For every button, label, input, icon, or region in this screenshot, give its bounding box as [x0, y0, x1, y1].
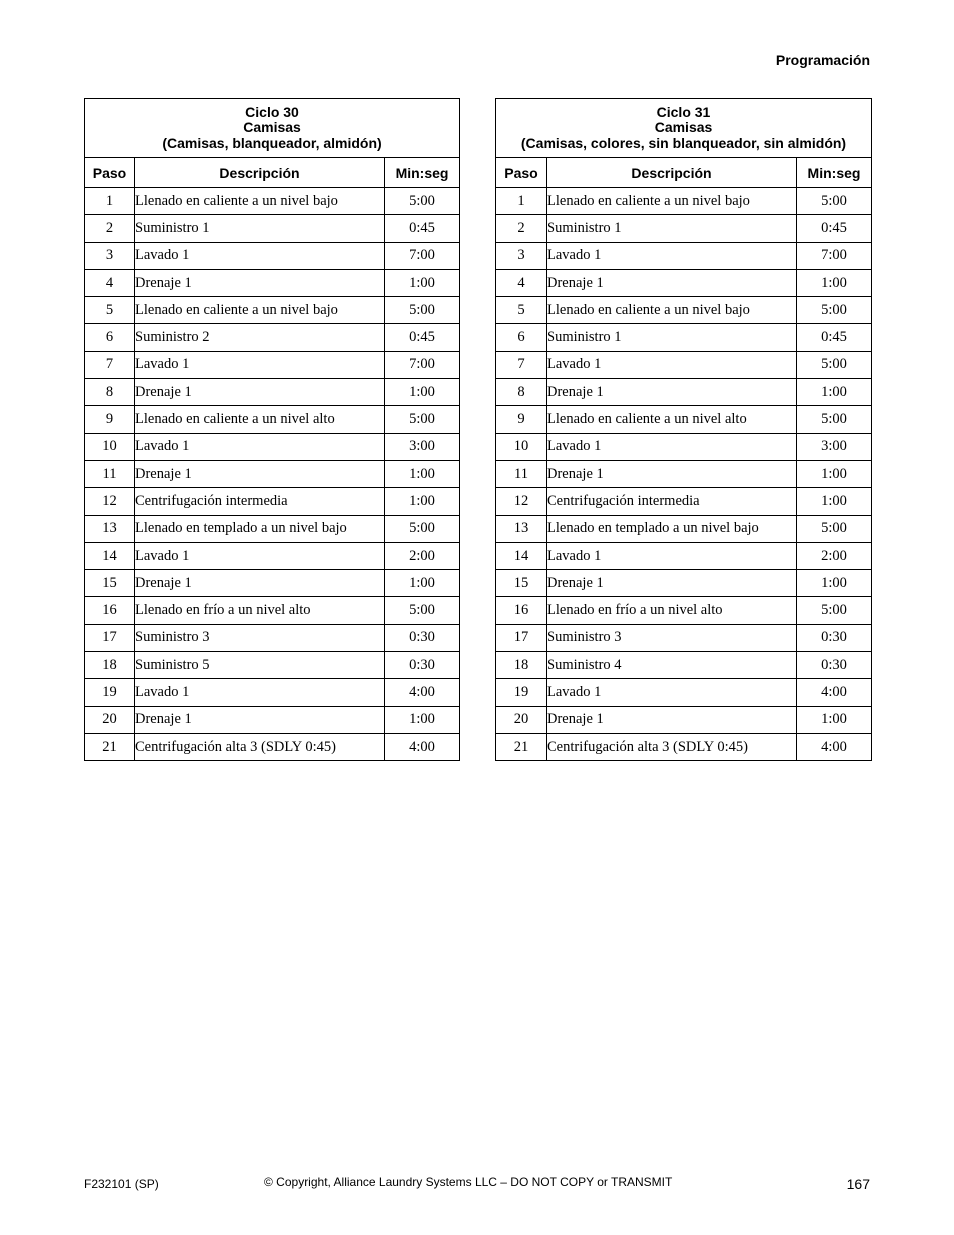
table-row	[85, 188, 460, 215]
description-cell: Centrifugación intermedia	[135, 488, 385, 515]
time-cell: 0:45	[385, 324, 460, 351]
table-row	[85, 652, 460, 679]
column-header-time: Min:seg	[797, 158, 872, 188]
time-cell: 5:00	[385, 515, 460, 542]
step-cell: 21	[85, 733, 135, 760]
table-body	[85, 188, 460, 761]
description-cell: Suministro 3	[135, 624, 385, 651]
description-cell: Lavado 1	[547, 679, 797, 706]
step-cell: 9	[85, 406, 135, 433]
description-cell: Lavado 1	[135, 433, 385, 460]
description-cell: Llenado en caliente a un nivel bajo	[135, 297, 385, 324]
table-row	[496, 597, 872, 624]
step-cell: 16	[496, 597, 547, 624]
step-cell: 2	[85, 215, 135, 242]
column-header-description: Descripción	[547, 158, 797, 188]
description-cell: Llenado en caliente a un nivel bajo	[135, 188, 385, 215]
description-cell: Centrifugación alta 3 (SDLY 0:45)	[547, 733, 797, 760]
section-title: Programación	[775, 52, 870, 68]
step-cell: 1	[496, 188, 547, 215]
table-row	[496, 460, 872, 487]
step-cell: 15	[496, 570, 547, 597]
step-cell: 13	[85, 515, 135, 542]
step-cell: 1	[85, 188, 135, 215]
description-cell: Lavado 1	[547, 542, 797, 569]
table-title-category: Camisas	[654, 119, 713, 136]
step-cell: 19	[85, 679, 135, 706]
time-cell: 4:00	[797, 679, 872, 706]
description-cell: Suministro 1	[547, 324, 797, 351]
table-title-cycle: Ciclo 30	[245, 103, 299, 120]
table-row	[496, 488, 872, 515]
step-cell: 13	[496, 515, 547, 542]
description-cell: Drenaje 1	[135, 460, 385, 487]
step-cell: 20	[496, 706, 547, 733]
table-row	[85, 215, 460, 242]
step-cell: 11	[496, 460, 547, 487]
time-cell: 1:00	[797, 488, 872, 515]
table-row	[85, 515, 460, 542]
step-cell: 19	[496, 679, 547, 706]
table-row	[496, 706, 872, 733]
step-cell: 7	[85, 351, 135, 378]
step-cell: 16	[85, 597, 135, 624]
step-cell: 21	[496, 733, 547, 760]
column-header-description: Descripción	[135, 158, 385, 188]
time-cell: 4:00	[385, 679, 460, 706]
description-cell: Lavado 1	[135, 679, 385, 706]
step-cell: 10	[496, 433, 547, 460]
description-cell: Llenado en frío a un nivel alto	[135, 597, 385, 624]
time-cell: 3:00	[385, 433, 460, 460]
description-cell: Llenado en frío a un nivel alto	[547, 597, 797, 624]
time-cell: 5:00	[385, 297, 460, 324]
table-row	[496, 624, 872, 651]
step-cell: 14	[85, 542, 135, 569]
time-cell: 4:00	[797, 733, 872, 760]
step-cell: 17	[496, 624, 547, 651]
table-row	[85, 297, 460, 324]
step-cell: 5	[85, 297, 135, 324]
time-cell: 1:00	[385, 269, 460, 296]
table-row	[85, 706, 460, 733]
time-cell: 2:00	[797, 542, 872, 569]
table-row	[85, 460, 460, 487]
step-cell: 3	[496, 242, 547, 269]
step-cell: 12	[85, 488, 135, 515]
step-cell: 6	[496, 324, 547, 351]
step-cell: 20	[85, 706, 135, 733]
time-cell: 7:00	[385, 242, 460, 269]
table-row	[85, 379, 460, 406]
time-cell: 0:30	[385, 652, 460, 679]
table-row	[496, 542, 872, 569]
time-cell: 5:00	[385, 406, 460, 433]
description-cell: Llenado en templado a un nivel bajo	[135, 515, 385, 542]
time-cell: 1:00	[385, 706, 460, 733]
page-number: 167	[846, 1176, 870, 1192]
table-row	[496, 297, 872, 324]
table-row	[85, 406, 460, 433]
description-cell: Lavado 1	[547, 351, 797, 378]
step-cell: 17	[85, 624, 135, 651]
table-row	[85, 351, 460, 378]
step-cell: 10	[85, 433, 135, 460]
time-cell: 1:00	[797, 269, 872, 296]
description-cell: Drenaje 1	[135, 706, 385, 733]
table-row	[496, 242, 872, 269]
time-cell: 5:00	[385, 597, 460, 624]
time-cell: 5:00	[797, 406, 872, 433]
column-header-time: Min:seg	[385, 158, 460, 188]
description-cell: Drenaje 1	[135, 570, 385, 597]
step-cell: 14	[496, 542, 547, 569]
table-row	[85, 733, 460, 760]
time-cell: 5:00	[797, 297, 872, 324]
description-cell: Suministro 3	[547, 624, 797, 651]
cycle-table-31	[495, 98, 872, 761]
step-cell: 12	[496, 488, 547, 515]
description-cell: Suministro 2	[135, 324, 385, 351]
time-cell: 2:00	[385, 542, 460, 569]
step-cell: 4	[496, 269, 547, 296]
description-cell: Drenaje 1	[547, 706, 797, 733]
table-title-cycle: Ciclo 31	[656, 103, 711, 120]
time-cell: 5:00	[797, 188, 872, 215]
time-cell: 0:30	[797, 652, 872, 679]
description-cell: Llenado en caliente a un nivel alto	[547, 406, 797, 433]
cycle-table-30	[84, 98, 460, 761]
time-cell: 7:00	[385, 351, 460, 378]
description-cell: Suministro 1	[547, 215, 797, 242]
table-row	[85, 624, 460, 651]
table-row	[496, 324, 872, 351]
time-cell: 1:00	[797, 570, 872, 597]
table-row	[496, 215, 872, 242]
table-row	[496, 515, 872, 542]
step-cell: 18	[85, 652, 135, 679]
table-row	[496, 269, 872, 296]
time-cell: 5:00	[385, 188, 460, 215]
time-cell: 0:30	[385, 624, 460, 651]
table-row	[496, 351, 872, 378]
description-cell: Suministro 1	[135, 215, 385, 242]
description-cell: Centrifugación alta 3 (SDLY 0:45)	[135, 733, 385, 760]
description-cell: Lavado 1	[547, 433, 797, 460]
time-cell: 1:00	[797, 706, 872, 733]
step-cell: 4	[85, 269, 135, 296]
description-cell: Drenaje 1	[135, 379, 385, 406]
step-cell: 8	[85, 379, 135, 406]
column-header-step: Paso	[85, 158, 135, 188]
table-row	[85, 242, 460, 269]
step-cell: 7	[496, 351, 547, 378]
time-cell: 0:30	[797, 624, 872, 651]
step-cell: 3	[85, 242, 135, 269]
description-cell: Lavado 1	[135, 351, 385, 378]
table-body	[496, 188, 872, 761]
table-row	[496, 733, 872, 760]
table-row	[496, 570, 872, 597]
table-row	[85, 433, 460, 460]
time-cell: 3:00	[797, 433, 872, 460]
table-row	[85, 570, 460, 597]
time-cell: 1:00	[797, 460, 872, 487]
table-row	[85, 679, 460, 706]
step-cell: 5	[496, 297, 547, 324]
table-title	[85, 99, 460, 158]
copyright-notice: © Copyright, Alliance Laundry Systems LLC – DO NOT COPY or TRANSMIT	[264, 1175, 673, 1189]
step-cell: 6	[85, 324, 135, 351]
description-cell: Suministro 4	[547, 652, 797, 679]
description-cell: Llenado en templado a un nivel bajo	[547, 515, 797, 542]
step-cell: 11	[85, 460, 135, 487]
document-code: F232101 (SP)	[84, 1177, 159, 1191]
step-cell: 18	[496, 652, 547, 679]
table-row	[496, 433, 872, 460]
time-cell: 0:45	[797, 215, 872, 242]
table-title-category: Camisas	[243, 119, 301, 136]
step-cell: 9	[496, 406, 547, 433]
time-cell: 0:45	[797, 324, 872, 351]
table-row	[496, 679, 872, 706]
step-cell: 15	[85, 570, 135, 597]
time-cell: 4:00	[385, 733, 460, 760]
description-cell: Lavado 1	[547, 242, 797, 269]
description-cell: Lavado 1	[135, 542, 385, 569]
table-row	[496, 652, 872, 679]
time-cell: 1:00	[385, 488, 460, 515]
description-cell: Centrifugación intermedia	[547, 488, 797, 515]
description-cell: Drenaje 1	[547, 269, 797, 296]
table-title-detail: (Camisas, blanqueador, almidón)	[162, 134, 382, 151]
time-cell: 1:00	[385, 570, 460, 597]
step-cell: 2	[496, 215, 547, 242]
table-row	[85, 324, 460, 351]
description-cell: Suministro 5	[135, 652, 385, 679]
time-cell: 5:00	[797, 351, 872, 378]
description-cell: Drenaje 1	[547, 570, 797, 597]
description-cell: Llenado en caliente a un nivel bajo	[547, 188, 797, 215]
time-cell: 5:00	[797, 515, 872, 542]
table-title-detail: (Camisas, colores, sin blanqueador, sin almidón)	[520, 134, 847, 151]
time-cell: 1:00	[385, 379, 460, 406]
table-row	[496, 406, 872, 433]
table-row	[496, 188, 872, 215]
time-cell: 1:00	[385, 460, 460, 487]
time-cell: 7:00	[797, 242, 872, 269]
description-cell: Drenaje 1	[547, 460, 797, 487]
description-cell: Lavado 1	[135, 242, 385, 269]
table-row	[85, 542, 460, 569]
description-cell: Llenado en caliente a un nivel bajo	[547, 297, 797, 324]
step-cell: 8	[496, 379, 547, 406]
table-row	[85, 597, 460, 624]
description-cell: Drenaje 1	[135, 269, 385, 296]
table-row	[85, 488, 460, 515]
description-cell: Drenaje 1	[547, 379, 797, 406]
time-cell: 0:45	[385, 215, 460, 242]
description-cell: Llenado en caliente a un nivel alto	[135, 406, 385, 433]
table-title	[496, 99, 872, 158]
table-row	[496, 379, 872, 406]
table-row	[85, 269, 460, 296]
column-header-step: Paso	[496, 158, 547, 188]
time-cell: 5:00	[797, 597, 872, 624]
time-cell: 1:00	[797, 379, 872, 406]
